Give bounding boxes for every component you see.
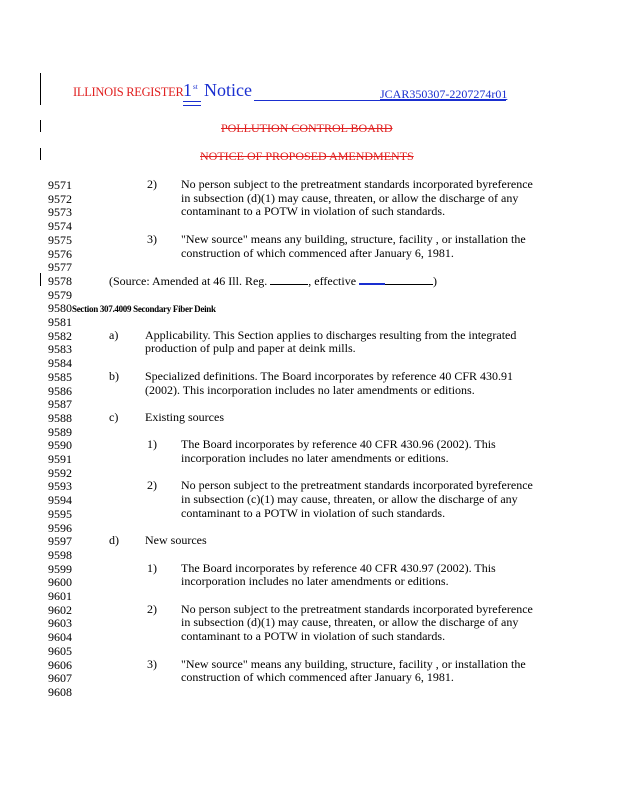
line-number: 9576 xyxy=(48,246,72,261)
line-number: 9603 xyxy=(48,616,72,631)
paragraph-text: "New source" means any building, structure, facility , or installation the xyxy=(181,231,526,246)
line-number: 9593 xyxy=(48,479,72,494)
paragraph-text: No person subject to the pretreatment standards incorporated byreference xyxy=(181,478,533,493)
line-number: 9572 xyxy=(48,191,72,206)
line-number: 9605 xyxy=(48,643,72,658)
paragraph-text: in subsection (c)(1) may cause, threaten, or allow the discharge of any xyxy=(181,492,518,507)
source-prefix: (Source: Amended at 46 Ill. Reg. xyxy=(109,273,271,288)
notice-title: NOTICE OF PROPOSED AMENDMENTS xyxy=(200,149,414,163)
line-number: 9596 xyxy=(48,520,72,535)
line-number: 9575 xyxy=(48,232,72,247)
jcar-code: JCAR350307-2207274r01 xyxy=(380,87,508,101)
paragraph-text: construction of which commenced after January 6, 1981. xyxy=(181,670,454,685)
change-bar xyxy=(40,73,41,105)
paragraph-text: New sources xyxy=(145,533,207,548)
line-number: 9571 xyxy=(48,178,72,192)
line-number: 9584 xyxy=(48,356,72,371)
paragraph-label: d) xyxy=(109,533,119,548)
paragraph-text: The Board incorporates by reference 40 CFR 430.96 (2002). This xyxy=(181,437,496,452)
line-number: 9587 xyxy=(48,397,72,412)
line-number: 9599 xyxy=(48,561,72,576)
line-number: 9585 xyxy=(48,369,72,384)
blank-line-inserted xyxy=(359,274,385,285)
paragraph-label: 1) xyxy=(147,560,157,575)
blank-line xyxy=(270,275,308,285)
paragraph-label: 1) xyxy=(147,437,157,452)
paragraph-label: c) xyxy=(109,409,119,424)
line-number: 9602 xyxy=(48,602,72,617)
line-number: 9608 xyxy=(48,684,72,699)
paragraph-text: incorporation includes no later amendments or editions. xyxy=(181,451,449,465)
change-bar xyxy=(40,148,41,160)
notice-number-suffix: st xyxy=(193,83,198,91)
line-number: 9581 xyxy=(48,315,72,329)
section-heading: Section 307.4009 Secondary Fiber Deink xyxy=(72,304,216,315)
line-number: 9583 xyxy=(48,342,72,357)
line-number: 9604 xyxy=(48,630,72,645)
paragraph-label: 2) xyxy=(147,478,157,493)
paragraph-label: 3) xyxy=(147,231,157,246)
line-number: 9578 xyxy=(48,273,72,288)
paragraph-label: 2) xyxy=(147,601,157,616)
change-bar xyxy=(40,273,41,286)
line-number: 9582 xyxy=(48,328,72,343)
paragraph-text: contaminant to a POTW in violation of such standards. xyxy=(181,505,446,520)
line-number: 9590 xyxy=(48,438,72,453)
change-bar xyxy=(40,120,41,132)
line-number: 9597 xyxy=(48,534,72,549)
register-title: ILLINOIS REGISTER xyxy=(73,85,184,99)
line-number: 9588 xyxy=(48,410,72,425)
paragraph-text: Existing sources xyxy=(145,409,224,424)
agency-name: POLLUTION CONTROL BOARD xyxy=(221,121,393,135)
line-number: 9594 xyxy=(48,493,72,508)
paragraph-text: Specialized definitions. The Board incorporates by reference 40 CFR 430.91 xyxy=(145,368,514,383)
source-middle: , effective xyxy=(308,273,360,288)
line-number: 9606 xyxy=(48,657,72,672)
notice-label: Notice xyxy=(204,80,252,100)
paragraph-text: contaminant to a POTW in violation of such standards. xyxy=(181,629,446,644)
paragraph-text: Applicability. This Section applies to discharges resulting from the integrated xyxy=(145,327,517,342)
paragraph-text: in subsection (d)(1) may cause, threaten, or allow the discharge of any xyxy=(181,190,519,205)
notice-number: 1 xyxy=(183,80,192,100)
double-underline xyxy=(183,105,201,106)
line-number: 9589 xyxy=(48,424,72,439)
line-number: 9592 xyxy=(48,465,72,480)
paragraph-label: a) xyxy=(109,327,119,342)
line-number: 9573 xyxy=(48,205,72,220)
line-number: 9600 xyxy=(48,575,72,590)
line-number: 9579 xyxy=(48,287,72,302)
paragraph-text: contaminant to a POTW in violation of such standards. xyxy=(181,204,446,219)
paragraph-text: The Board incorporates by reference 40 CFR 430.97 (2002). This xyxy=(181,560,496,575)
paragraph-text: (2002). This incorporation includes no later amendments or editions. xyxy=(145,382,475,397)
paragraph-label: b) xyxy=(109,368,119,383)
blank-line xyxy=(385,275,433,285)
line-number: 9591 xyxy=(48,452,72,466)
paragraph-label: 3) xyxy=(147,656,157,671)
paragraph-text: production of pulp and paper at deink mills. xyxy=(145,341,356,356)
double-underline xyxy=(183,101,201,102)
paragraph-text: "New source" means any building, structure, facility , or installation the xyxy=(181,656,526,671)
paragraph-text: No person subject to the pretreatment standards incorporated byreference xyxy=(181,177,533,191)
paragraph-text: construction of which commenced after January 6, 1981. xyxy=(181,245,454,260)
paragraph-label: 2) xyxy=(147,177,157,191)
line-number: 9595 xyxy=(48,506,72,521)
line-number: 9574 xyxy=(48,219,72,234)
line-number: 9586 xyxy=(48,383,72,398)
source-suffix: ) xyxy=(433,273,438,288)
line-number: 9580 xyxy=(48,301,72,316)
line-number: 9601 xyxy=(48,589,72,603)
line-number: 9598 xyxy=(48,547,72,562)
paragraph-text: incorporation includes no later amendments or editions. xyxy=(181,574,449,589)
line-number: 9607 xyxy=(48,671,72,686)
paragraph-text: No person subject to the pretreatment standards incorporated byreference xyxy=(181,601,533,616)
source-note xyxy=(109,274,437,289)
line-number: 9577 xyxy=(48,260,72,275)
paragraph-text: in subsection (d)(1) may cause, threaten, or allow the discharge of any xyxy=(181,615,519,630)
